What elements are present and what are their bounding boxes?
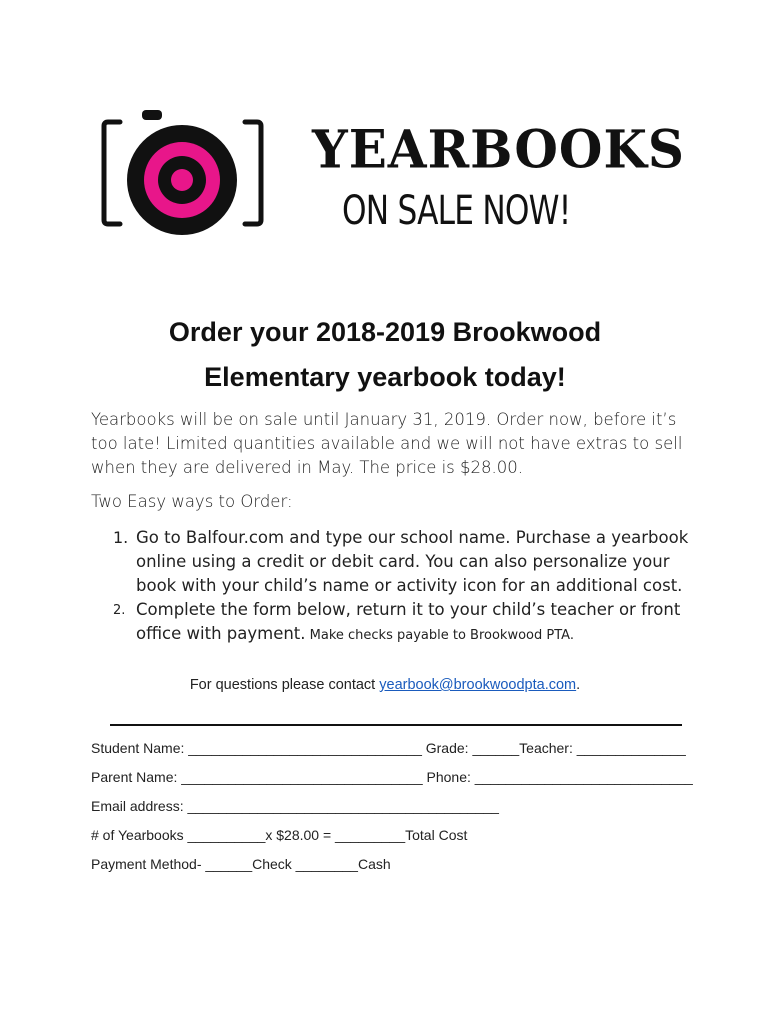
- list-item-text: Go to Balfour.com and type our school name. Purchase a yearbook online using a credit or debit card. You can also personalize your book with your child’s name or activity icon for an additional cost.: [136, 528, 689, 595]
- list-number: 2.: [113, 603, 126, 618]
- brand-subtitle: ON SALE NOW!: [342, 188, 571, 234]
- list-item-text: Complete the form below, return it to your child’s teacher or front office with payment.: [136, 600, 681, 643]
- list-number: 1.: [113, 528, 129, 547]
- list-item: [113, 598, 698, 648]
- contact-suffix: .: [576, 677, 581, 693]
- page-title-line-2: Elementary yearbook today!: [204, 362, 566, 392]
- list-item: [113, 526, 698, 598]
- email-field[interactable]: Email address: ________________________________________: [91, 798, 499, 814]
- contact-line: [60, 677, 710, 693]
- quantity-field[interactable]: # of Yearbooks __________x $28.00 = _________Total Cost: [91, 827, 468, 843]
- parent-name-field[interactable]: Parent Name: _______________________________ Phone: ____________________________: [91, 769, 693, 785]
- divider: [110, 724, 682, 726]
- contact-prefix: For questions please contact: [189, 677, 380, 693]
- contact-email-link[interactable]: yearbook@brookwoodpta.com: [379, 677, 577, 693]
- order-steps-list: [113, 526, 698, 648]
- page-title-line-1: Order your 2018-2019 Brookwood: [168, 317, 602, 347]
- brand-title: YEARBOOKS: [312, 118, 686, 180]
- camera-icon: [100, 104, 265, 242]
- payment-method-field[interactable]: Payment Method- ______Check ________Cash: [91, 856, 391, 872]
- ways-label: Two Easy ways to Order:: [91, 492, 293, 511]
- intro-paragraph: Yearbooks will be on sale until January 31, 2019. Order now, before it’s too late! Limited quantities available and we will not have extras to sell when they are delivered in May. The price is $28.00.: [91, 410, 683, 477]
- payment-note: Make checks payable to Brookwood PTA.: [305, 628, 574, 643]
- student-name-field[interactable]: Student Name: ______________________________ Grade: ______Teacher: ______________: [91, 740, 686, 756]
